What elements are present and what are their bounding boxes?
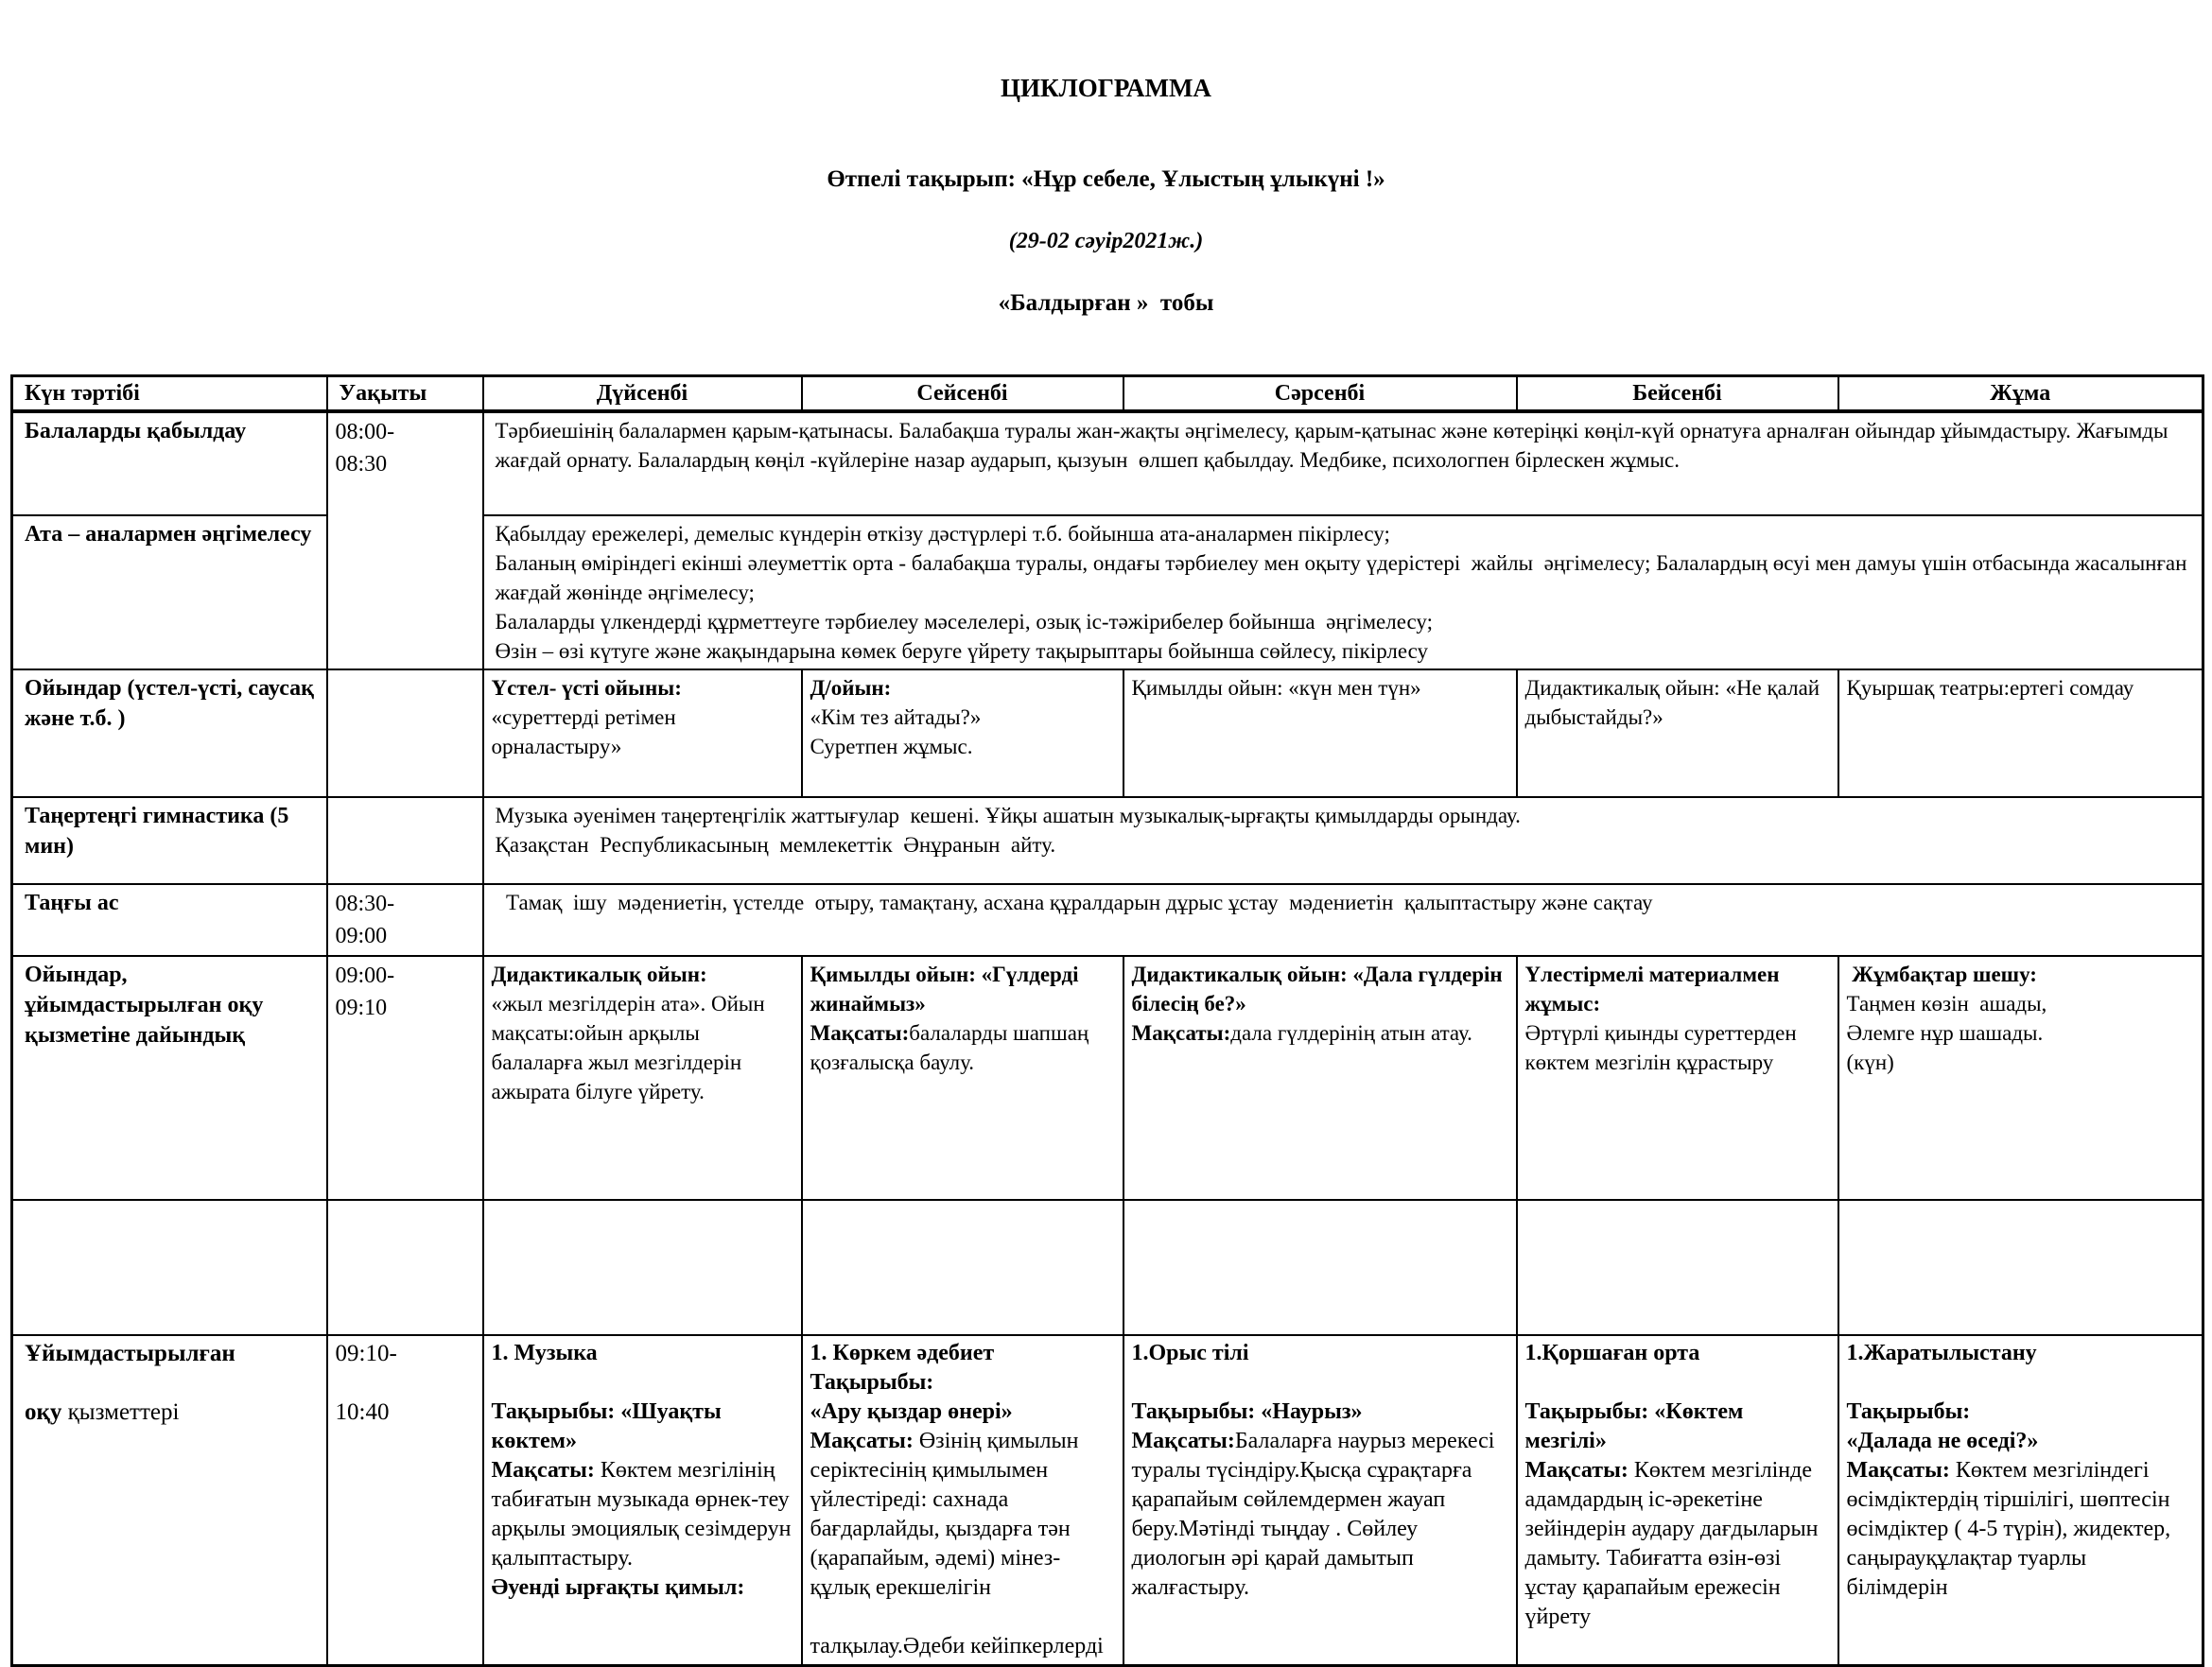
paragraph: Таңмен көзін ашады, bbox=[1846, 992, 2047, 1016]
paragraph: оқу қызметтері bbox=[25, 1399, 180, 1425]
header-wednesday: Сәрсенбі bbox=[1123, 376, 1517, 412]
paragraph: талқылау.Әдеби кейіпкерлерді bbox=[810, 1634, 1104, 1658]
paragraph: «жыл мезгілдерін ата». Ойын мақсаты:ойын арқылы балаларға жыл мезгілдерін ажырата білуге үйрету. bbox=[491, 992, 771, 1103]
paragraph: «Далада не өседі?» bbox=[1846, 1429, 2039, 1453]
paragraph bbox=[492, 1368, 793, 1398]
paragraph: Мақсаты:дала гүлдерінің атын атау. bbox=[1131, 1021, 1472, 1045]
paragraph bbox=[810, 1603, 1115, 1632]
paragraph: 1. Музыка bbox=[491, 1341, 598, 1365]
reception-time bbox=[327, 411, 483, 669]
paragraph: 1. Көркем әдебиет bbox=[810, 1341, 995, 1365]
prep-friday-cell bbox=[1838, 956, 2203, 1200]
lessons-label bbox=[12, 1335, 327, 1666]
paragraph: 09:00- bbox=[335, 964, 395, 988]
games-monday-cell bbox=[483, 669, 802, 797]
paragraph: Тақырыбы: «Шуақты көктем» bbox=[491, 1399, 727, 1453]
prep-thursday-cell bbox=[1517, 956, 1838, 1200]
paragraph: Тамақ ішу мәдениетін, үстелде отыру, тамақтану, асхана құралдарын дұрыс ұстау мәдениетін қалыптастыру және сақтау bbox=[495, 891, 1653, 914]
prep-label: Ойындар, ұйымдастырылған оқу қызметіне дайындық bbox=[12, 956, 327, 1200]
paragraph: Қимылды ойын: «күн мен түн» bbox=[1131, 676, 1421, 700]
table-row-games bbox=[12, 669, 2203, 797]
paragraph: «Ару қыздар өнері» bbox=[810, 1399, 1013, 1424]
paragraph: Үлестірмелі материалмен жұмыс: bbox=[1524, 963, 1785, 1016]
paragraph: 08:30 bbox=[335, 452, 388, 477]
empty-tuesday-cell bbox=[802, 1200, 1123, 1335]
paragraph: Мақсаты: Көктем мезгілінің табиғатын музыкада өрнек-теу арқылы эмоциялық сезімдерун қалыптастыру. bbox=[491, 1458, 797, 1571]
paragraph: Мақсаты:балаларды шапшаң қозғалысқа баулу. bbox=[810, 1021, 1094, 1074]
header-day-regime: Күн тәртібі bbox=[12, 376, 327, 412]
lessons-thursday-cell bbox=[1517, 1335, 1838, 1666]
reception-label: Балаларды қабылдау bbox=[12, 411, 327, 515]
gymnastics-time-empty bbox=[327, 797, 483, 884]
gymnastics-label: Таңертеңгі гимнастика (5 мин) bbox=[12, 797, 327, 884]
paragraph bbox=[1847, 1368, 2195, 1398]
paragraph: 10:40 bbox=[335, 1399, 390, 1425]
breakfast-label: Таңғы ас bbox=[12, 884, 327, 956]
paragraph: Мақсаты: Көктем мезгілінде адамдардың іс-әрекетіне зейіндерін аудару дағдыларын дамыту. Табиғатта өзін-өзі ұстау қарапайым ережесін үйрету bbox=[1524, 1458, 1824, 1629]
paragraph: Қабылдау ережелері, демелыс күндерін өткізу дәстүрлері т.б. бойынша ата-аналармен пікірлесу; bbox=[495, 522, 1390, 546]
paragraph: 1.Орыс тілі bbox=[1131, 1341, 1249, 1365]
paragraph: Мақсаты:Балаларға наурыз мерекесі туралы түсіндіру.Қысқа сұрақтарға қарапайым сөйлемдермен жауап беру.Мәтінді тыңдау . Сөйлеу диологын әрі қарай дамытып жалғастыру. bbox=[1131, 1429, 1501, 1600]
table-row-empty bbox=[12, 1200, 2203, 1335]
header-friday: Жұма bbox=[1838, 376, 2203, 412]
paragraph: Тақырыбы: bbox=[1846, 1399, 1971, 1424]
games-thursday-cell bbox=[1517, 669, 1838, 797]
header-tuesday: Сейсенбі bbox=[802, 376, 1123, 412]
paragraph: Суретпен жұмыс. bbox=[810, 735, 973, 758]
paragraph: 09:00 bbox=[335, 924, 388, 948]
games-time-empty bbox=[327, 669, 483, 797]
table-row-lessons bbox=[12, 1335, 2203, 1666]
paragraph: Музыка әуенімен таңертеңгілік жаттығулар кешені. Ұйқы ашатын музыкалық-ырғақты қимылдарды орындау. bbox=[495, 804, 1521, 827]
lessons-tuesday-cell bbox=[802, 1335, 1123, 1666]
paragraph: (күн) bbox=[1846, 1051, 1894, 1074]
paragraph: Қимылды ойын: «Гүлдерді жинаймыз» bbox=[810, 963, 1085, 1016]
header-monday: Дүйсенбі bbox=[483, 376, 802, 412]
paragraph: Тақырыбы: «Наурыз» bbox=[1131, 1399, 1363, 1424]
paragraph: Дидактикалық ойын: «Дала гүлдерін білесің бе?» bbox=[1131, 963, 1508, 1016]
paragraph: 1.Қоршаған орта bbox=[1524, 1341, 1700, 1365]
empty-thursday-cell bbox=[1517, 1200, 1838, 1335]
lessons-monday-cell bbox=[483, 1335, 802, 1666]
empty-label-cell bbox=[12, 1200, 327, 1335]
table-row-gymnastics bbox=[12, 797, 2203, 884]
paragraph: Тақырыбы: «Көктем мезгілі» bbox=[1524, 1399, 1750, 1453]
paragraph: 08:30- bbox=[335, 892, 395, 916]
paragraph: Әуенді ырғақты қимыл: bbox=[491, 1575, 745, 1600]
prep-monday-cell bbox=[483, 956, 802, 1200]
paragraph: Әлемге нұр шашады. bbox=[1846, 1021, 2044, 1045]
empty-monday-cell bbox=[483, 1200, 802, 1335]
table-header-row bbox=[12, 376, 2203, 412]
table-row-breakfast bbox=[12, 884, 2203, 956]
paragraph bbox=[1132, 1368, 1508, 1398]
page-title: ЦИКЛОГРАММА bbox=[1001, 74, 1211, 102]
paragraph bbox=[336, 1368, 475, 1398]
paragraph: Жұмбақтар шешу: bbox=[1846, 963, 2037, 986]
cyclogram-table bbox=[10, 374, 2204, 1667]
paragraph: «суреттерді ретімен орналастыру» bbox=[491, 705, 682, 758]
empty-wednesday-cell bbox=[1123, 1200, 1517, 1335]
document-header bbox=[0, 0, 2212, 335]
paragraph: Мақсаты: Өзінің қимылын серіктесінің қимылымен үйлестіреді: сахнада бағдарлайды, қыздарға тән (қарапайым, әдемі) мінез-құлық ерекшелігін bbox=[810, 1429, 1085, 1600]
paragraph: 09:10 bbox=[335, 996, 388, 1020]
prep-wednesday-cell bbox=[1123, 956, 1517, 1200]
paragraph: Балаларды үлкендерді құрметтеуге тәрбиелеу мәселелері, озық іс-тәжірибелер бойынша әңгімелесу; bbox=[495, 610, 1433, 634]
paragraph: Тақырыбы: bbox=[810, 1370, 934, 1395]
table-row-reception bbox=[12, 411, 2203, 515]
header-time: Уақыты bbox=[327, 376, 483, 412]
paragraph: Дидактикалық ойын: bbox=[491, 963, 707, 986]
paragraph bbox=[1525, 1368, 1830, 1398]
lessons-time bbox=[327, 1335, 483, 1666]
paragraph: 08:00- bbox=[335, 420, 395, 444]
paragraph: Үстел- үсті ойыны: bbox=[491, 676, 682, 700]
paragraph: Қазақстан Республикасының мемлекеттік Әнұранын айту. bbox=[495, 833, 1056, 857]
paragraph: 09:10- bbox=[335, 1341, 397, 1366]
group-line: «Балдырған » тобы bbox=[998, 290, 1214, 316]
breakfast-content bbox=[483, 884, 2203, 956]
paragraph: Баланың өміріндегі екінші әлеуметтік орта - балабақша туралы, ондағы тәрбиелеу мен оқыту үдерістері жайлы әңгімелесу; Балалардың өсуі мен дамуы үшін отбасында жасалынған жағдай жөнінде әңгімелесу; bbox=[495, 551, 2193, 604]
theme-line: Өтпелі тақырып: «Нұр себеле, Ұлыстың ұлыкүні !» bbox=[827, 166, 1385, 192]
paragraph: Мақсаты: Көктем мезгіліндегі өсімдіктердің тіршілігі, шөптесін өсімдіктер ( 4-5 түрін), жидектер, саңырауқұлақтар туарлы білімдерін bbox=[1846, 1458, 2177, 1600]
paragraph: Дидактикалық ойын: «Не қалай дыбыстайды?» bbox=[1524, 676, 1825, 729]
lessons-friday-cell bbox=[1838, 1335, 2203, 1666]
prep-time bbox=[327, 956, 483, 1200]
date-line: (29-02 сәуір2021ж.) bbox=[1008, 229, 1204, 253]
games-label: Ойындар (үстел-үсті, саусақ және т.б. ) bbox=[12, 669, 327, 797]
lessons-wednesday-cell bbox=[1123, 1335, 1517, 1666]
parents-content bbox=[483, 515, 2203, 669]
paragraph: Ұйымдастырылған bbox=[25, 1341, 235, 1366]
paragraph: «Кім тез айтады?» bbox=[810, 705, 982, 729]
reception-content bbox=[483, 411, 2203, 515]
paragraph bbox=[25, 1368, 319, 1398]
paragraph: Өзін – өзі күтуге және жақындарына көмек беруге үйрету тақырыптары бойынша сөйлесу, пікірлесу bbox=[495, 639, 1429, 663]
empty-time-cell bbox=[327, 1200, 483, 1335]
games-wednesday-cell bbox=[1123, 669, 1517, 797]
paragraph: 1.Жаратылыстану bbox=[1846, 1341, 2037, 1365]
gymnastics-content bbox=[483, 797, 2203, 884]
parents-label: Ата – аналармен әңгімелесу bbox=[12, 515, 327, 669]
prep-tuesday-cell bbox=[802, 956, 1123, 1200]
games-tuesday-cell bbox=[802, 669, 1123, 797]
paragraph: Д/ойын: bbox=[810, 676, 892, 700]
breakfast-time bbox=[327, 884, 483, 956]
games-friday-cell bbox=[1838, 669, 2203, 797]
empty-friday-cell bbox=[1838, 1200, 2203, 1335]
paragraph: Қуыршақ театры:ертегі сомдау bbox=[1846, 676, 2134, 700]
header-thursday: Бейсенбі bbox=[1517, 376, 1838, 412]
paragraph: Әртүрлі қиынды суреттерден көктем мезгілін құрастыру bbox=[1524, 1021, 1803, 1074]
table-row-prep bbox=[12, 956, 2203, 1200]
paragraph: Тәрбиешінің балалармен қарым-қатынасы. Балабақша туралы жан-жақты әңгімелесу, қарым-қатынас және көтеріңкі көңіл-күй орнатуға арналған ойындар ұйымдастыру. Жағымды жағдай орнату. Балалардың көңіл -күйлеріне назар аударып, қызуын өлшеп қабылдау. Медбике, психологпен бірлескен жұмыс. bbox=[495, 419, 2174, 472]
